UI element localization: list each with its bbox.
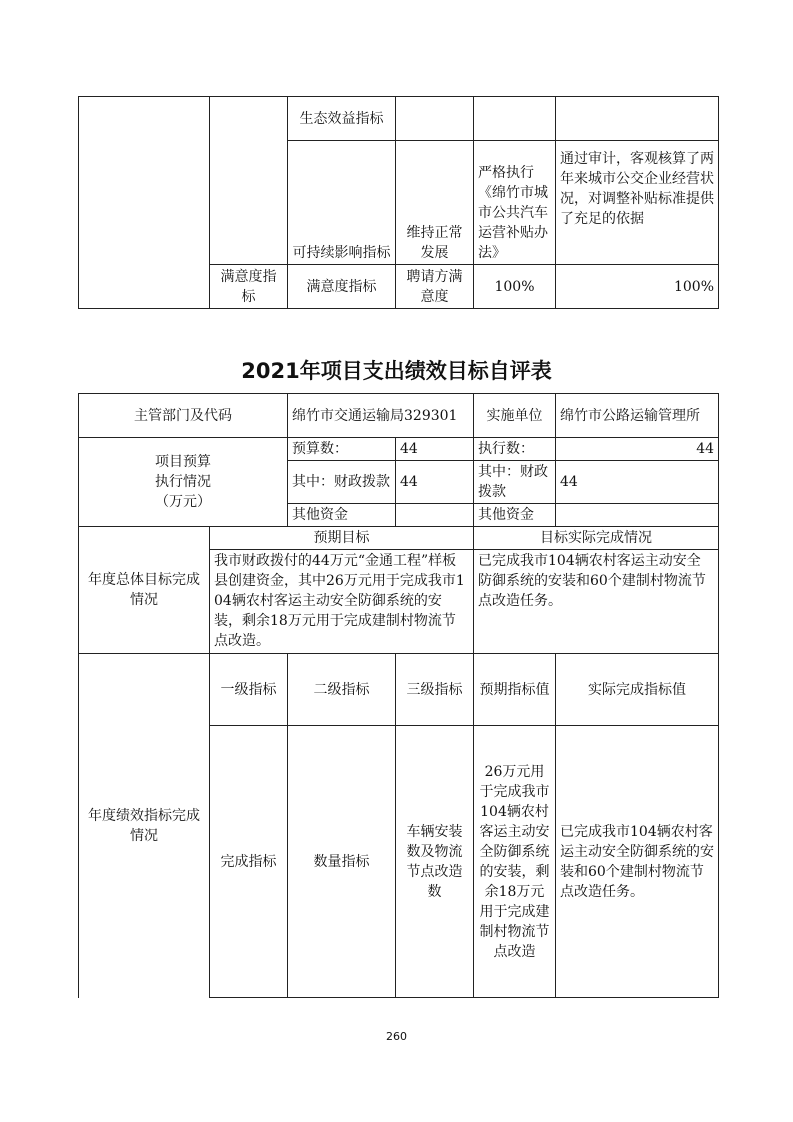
satisfaction-indicator-l1: 满意度指标 — [210, 265, 288, 309]
page-title: 2021年项目支出绩效目标自评表 — [241, 359, 552, 383]
continuation-table — [78, 96, 719, 309]
header-level2: 二级指标 — [288, 654, 396, 726]
exec-num: 44 — [556, 438, 719, 461]
row-actual: 已完成我市104辆农村客运主动安全防御系统的安装和60个建制村物流节点改造任务。 — [556, 726, 719, 998]
sustainable-impact-indicator: 可持续影响指标 — [288, 141, 396, 265]
cell-blank — [396, 97, 474, 141]
cell-blank — [210, 97, 288, 265]
budget-label-line2: 执行情况 — [155, 474, 211, 490]
among-exec-label: 其中：财政拨款 — [474, 461, 556, 504]
page-number: 260 — [386, 1030, 407, 1043]
dept-label: 主管部门及代码 — [79, 394, 288, 438]
cell-blank — [556, 504, 719, 527]
row-expected: 26万元用于完成我市104辆农村客运主动安全防御系统的安装，剩余18万元用于完成建制村物流节点改造 — [474, 726, 556, 998]
impl-unit-value: 绵竹市公路运输管理所 — [556, 394, 719, 438]
header-level1: 一级指标 — [210, 654, 288, 726]
exec-num-label: 执行数： — [474, 438, 556, 461]
header-level3: 三级指标 — [396, 654, 474, 726]
client-satisfaction: 聘请方满意度 — [396, 265, 474, 309]
among-budget-label: 其中：财政拨款 — [288, 461, 396, 504]
budget-label-line1: 项目预算 — [155, 454, 211, 470]
maintain-development: 维持正常发展 — [396, 141, 474, 265]
cell-blank — [79, 97, 210, 265]
budget-label — [79, 438, 288, 527]
among-budget: 44 — [396, 461, 474, 504]
satisfaction-indicator-l2: 满意度指标 — [288, 265, 396, 309]
among-exec: 44 — [556, 461, 719, 504]
impl-unit-label: 实施单位 — [474, 394, 556, 438]
budget-num: 44 — [396, 438, 474, 461]
cell-blank — [396, 504, 474, 527]
cell-blank — [474, 97, 556, 141]
expected-goal-header: 预期目标 — [210, 527, 474, 550]
header-actual: 实际完成指标值 — [556, 654, 719, 726]
eco-benefit-indicator: 生态效益指标 — [288, 97, 396, 141]
audit-text: 通过审计，客观核算了两年来城市公交企业经营状况，对调整补贴标准提供了充足的依据 — [556, 141, 719, 265]
budget-num-label: 预算数： — [288, 438, 396, 461]
actual-goal-text: 已完成我市104辆农村客运主动安全防御系统的安装和60个建制村物流节点改造任务。 — [474, 550, 719, 654]
self-evaluation-table — [78, 393, 719, 998]
other-funds-exec-label: 其他资金 — [474, 504, 556, 527]
satisfaction-actual: 100% — [556, 265, 719, 309]
satisfaction-expected: 100% — [474, 265, 556, 309]
actual-goal-header: 目标实际完成情况 — [474, 527, 719, 550]
header-expected: 预期指标值 — [474, 654, 556, 726]
row-level2: 数量指标 — [288, 726, 396, 998]
row-level1: 完成指标 — [210, 726, 288, 998]
budget-label-line3: （万元） — [155, 494, 211, 510]
dept-value: 绵竹市交通运输局329301 — [288, 394, 474, 438]
other-funds-budget-label: 其他资金 — [288, 504, 396, 527]
cell-blank — [556, 97, 719, 141]
cell-blank — [79, 265, 210, 309]
subsidy-regulation-text: 严格执行《绵竹市城市公共汽车运营补贴办法》 — [474, 141, 556, 265]
annual-goal-label: 年度总体目标完成情况 — [79, 527, 210, 654]
perf-indicator-label: 年度绩效指标完成情况 — [79, 654, 210, 998]
row-level3: 车辆安装数及物流节点改造数 — [396, 726, 474, 998]
expected-goal-text: 我市财政拨付的44万元“金通工程”样板县创建资金，其中26万元用于完成我市104辆农村客运主动安全防御系统的安装，剩余18万元用于完成建制村物流节点改造。 — [210, 550, 474, 654]
